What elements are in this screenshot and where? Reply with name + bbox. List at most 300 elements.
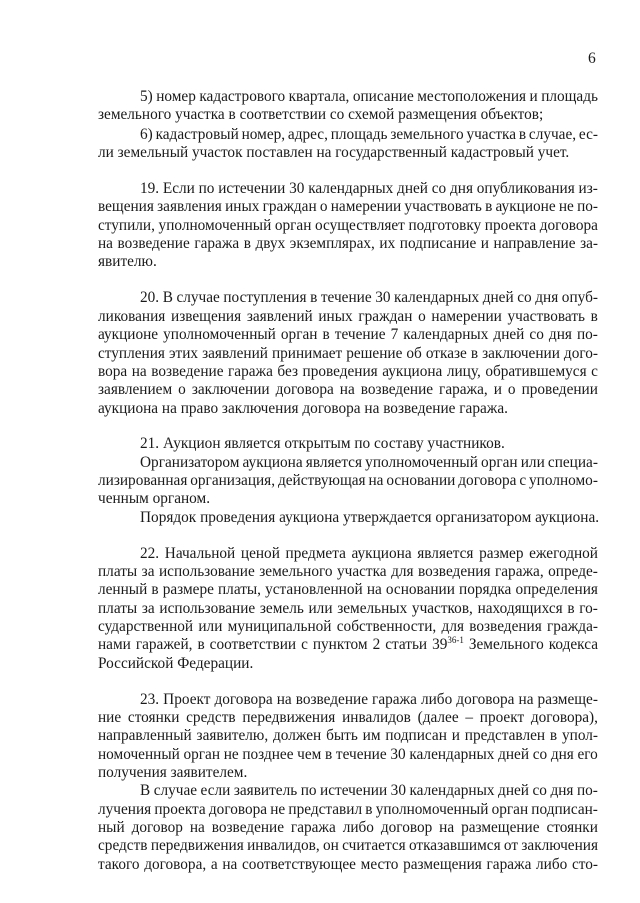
text-line [0,801,640,819]
word: ный [98,819,125,836]
word: ежегодной [529,545,598,562]
text-line-content: 21. Аукцион является открытым по составу участников. [140,435,505,452]
text-line-content: получения заявителем. [98,764,248,781]
text-line [0,454,640,472]
word: договора), [530,709,598,726]
word: из- [578,180,598,197]
word: граждан [358,308,413,325]
word: о [418,308,426,325]
word: для [391,563,414,580]
text-line-content [98,856,598,874]
word: кадастрового [199,88,286,105]
text-line-content [98,581,598,599]
word: о [319,198,328,215]
word: ние [98,709,122,726]
word: основании [386,472,456,489]
word: основании [385,581,455,598]
word: место [360,856,399,873]
text-line [0,490,640,508]
word: земельных [337,600,408,617]
word: вещения [98,198,154,215]
text-line-content [98,563,598,581]
word: ленный [98,581,148,598]
word: их [379,235,396,252]
word: по [300,782,317,799]
word: со [532,746,548,763]
word: сто- [571,856,598,873]
text-line [0,198,640,216]
text-line [0,856,640,874]
word: Начальной [164,545,236,562]
word: заявитель [233,782,298,799]
word: со [529,326,544,343]
word: не [270,801,286,818]
word: организация, [190,472,276,489]
text-line [0,106,640,124]
text-line-content [140,88,598,106]
word: о [507,381,516,398]
word: граждан [262,198,317,215]
word: на [98,235,113,252]
word: в [197,636,205,653]
word: договора, [144,856,207,873]
word: пунктом [312,636,368,653]
word: представил [288,801,363,818]
word: 6) [140,126,153,143]
word: лучения [98,801,152,818]
word: лизированная [98,472,188,489]
word: дня [550,746,574,763]
word: а [210,856,218,873]
word: проекта [484,217,537,234]
word: проект [479,709,525,726]
word: обратившемуся [485,363,587,380]
word: орган [183,746,221,763]
text-line [0,472,640,490]
text-line [0,600,640,618]
word: 30 [390,782,406,799]
word: лицу, [446,363,481,380]
word: ступления [98,345,165,362]
word: гаража [228,363,273,380]
word: является [305,454,363,471]
word: на [276,691,292,708]
word: 39$^{36-1}$ [432,635,464,653]
word: экземплярах, [289,235,375,252]
word: дня [535,289,559,306]
text-line-content [140,545,598,563]
word: в [518,126,527,143]
text-line-content [98,326,598,344]
word: иных [225,198,260,215]
word: договора [214,691,273,708]
word: средств [98,837,148,854]
word: 30 [390,746,406,763]
word: дней [493,326,525,343]
word: аукциона [382,363,443,380]
word: быть [326,727,358,744]
word: гаража [194,235,240,252]
word: в [322,326,330,343]
word: договор [131,819,183,836]
word: ценой [240,545,280,562]
word: с [591,363,598,380]
word: подписан- [531,801,598,818]
word: стоянки [127,709,180,726]
word: должен [273,727,322,744]
word: намерении [431,308,502,325]
word: адрес, [287,126,328,143]
word: платы [98,563,138,580]
text-line [0,88,640,106]
word: гаражей, [135,636,193,653]
word: о [178,381,186,398]
word: средств [186,709,236,726]
text-line-content [98,217,598,235]
word: договора [458,472,517,489]
word: на [368,472,384,489]
word: и [529,88,538,105]
text-line-content [98,801,598,819]
word: такого [98,856,140,873]
word: заявлений [246,308,313,325]
word: течение [320,289,372,306]
text-line [0,400,640,418]
word: осуществляет [315,217,405,234]
word: в [470,345,479,362]
word: возведение [117,235,190,252]
text-line [0,819,640,837]
word: размер [479,545,524,562]
word: заключения [521,837,598,854]
word: случае [153,782,198,799]
word: 19. [140,180,160,197]
word: возведение [151,363,224,380]
word: В [162,289,173,306]
word: Проект [163,691,211,708]
text-line [0,545,640,563]
word: подписан [385,727,447,744]
word: передвижения [150,837,244,854]
word: договора [456,691,515,708]
word: порядка [459,581,512,598]
word: на [222,856,238,873]
text-line [0,837,640,855]
text-line [0,126,640,144]
word: инвалидов, [247,837,320,854]
text-line-content: ченным органом. [98,490,211,507]
page-number: 6 [588,50,596,67]
word: договора [208,801,268,818]
word: 7 [390,326,399,343]
text-line [0,727,640,745]
word: на [366,581,382,598]
word: специа- [547,454,598,471]
text-line-content [98,819,598,837]
word: считается [342,837,406,854]
word: муниципальной [227,618,332,635]
word: дня [550,782,574,799]
word: 22. [140,545,160,562]
word: участвовать [404,198,482,215]
word: 23. [140,691,160,708]
word: возведения [418,563,491,580]
word: номоченный [98,746,180,763]
word: договор [380,819,433,836]
text-line [0,709,640,727]
word: находящихся [477,600,563,617]
word: по [198,180,215,197]
word: истечении [320,782,388,799]
word: по- [576,326,598,343]
word: и [480,235,489,252]
word: использование [159,600,256,617]
word: в [485,198,493,215]
text-line [0,289,640,307]
text-line-content [98,709,598,727]
word: заключении [482,345,560,362]
word: он [323,837,339,854]
word: если [200,782,231,799]
word: сударственной [98,618,194,635]
word: квартала, [288,88,350,105]
word: случае, [528,126,577,143]
text-line-content [98,746,598,764]
text-line [0,235,640,253]
text-line [0,363,640,381]
text-line [0,180,640,198]
word: действующая [277,472,366,489]
text-line-content [140,289,598,307]
word: течение [335,746,387,763]
word: подготовку [408,217,482,234]
word: за [141,563,155,580]
word: номер [156,88,196,105]
word: направленный [98,727,192,744]
word: – [465,709,474,726]
text-line [0,636,640,654]
word: заявлением [98,381,173,398]
word: соответствующее [242,856,356,873]
word: гражда- [547,618,598,635]
word: платы [98,600,138,617]
word: на [189,819,205,836]
word: случае [176,289,220,306]
word: дней [397,180,428,197]
word: опреде- [548,563,598,580]
word: за [141,600,155,617]
word: не [558,198,574,215]
word: с [301,636,308,653]
word: со [431,180,447,197]
word: календарных [409,782,495,799]
word: уполномоченный [375,801,489,818]
text-line-content [98,618,598,636]
word: возведение [295,691,368,708]
text-line [0,618,640,636]
word: не [223,746,239,763]
text-line [0,655,640,673]
word: заключении [191,381,270,398]
word: опубликования [476,180,575,197]
word: принимает [271,345,343,362]
word: Если [162,180,195,197]
word: на [518,691,534,708]
word: намерении [330,198,402,215]
word: в [590,308,598,325]
word: кодекса [548,636,598,653]
word: го- [579,600,598,617]
word: земель [259,600,304,617]
text-line [0,217,640,235]
word: аукционе [98,326,159,343]
word: проекта [154,801,206,818]
word: аукциона [351,545,412,562]
word: площадь [330,126,388,143]
word: календарных [403,326,489,343]
word: стоянки [546,819,598,836]
word: описание [352,88,414,105]
word: извещения [171,308,242,325]
word: участка [466,126,517,143]
word: гаража [486,856,532,873]
word: им [362,727,381,744]
text-line-content [98,345,598,363]
word: со [517,289,532,306]
text-line [0,563,640,581]
word: орган [274,217,312,234]
word: 2 [372,636,381,653]
word: предмета [285,545,346,562]
word: орган [481,454,518,471]
word: позднее [242,746,294,763]
word: в [549,727,558,744]
text-line [0,691,640,709]
word: гаража, [439,381,488,398]
word: без [277,363,299,380]
word: в [365,801,373,818]
word: соответствии [209,636,297,653]
word: использование [158,563,255,580]
word: либо [420,691,453,708]
text-line [0,308,640,326]
word: гаража, [494,563,544,580]
text-line [0,144,640,162]
word: в [310,289,318,306]
word: для [441,618,464,635]
word: упол- [561,727,598,744]
text-line [0,381,640,399]
word: дней [498,746,530,763]
word: в [567,600,575,617]
text-line-content [98,600,598,618]
word: истечении [218,180,286,197]
word: орган [280,326,318,343]
word: в [151,581,159,598]
word: возведение [360,381,434,398]
text-line-content: аукциона на право заключения договора на возведение гаража. [98,400,508,417]
word: Организатором [140,454,240,471]
word: на [131,363,147,380]
text-line [0,509,640,527]
word: является [417,545,474,562]
word: течение [334,326,386,343]
text-line [0,435,640,453]
word: уполномо- [529,472,598,489]
word: решение [346,345,403,362]
word: 30 [375,289,391,306]
word: ес- [578,126,598,143]
word: собственности, [336,618,437,635]
word: В [140,782,151,799]
word: кадастровый [155,126,239,143]
word: уполномоченный [365,454,478,471]
word: на [439,819,455,836]
word: либо [342,819,374,836]
word: гаража [372,691,417,708]
word: об [406,345,422,362]
word: размере [162,581,214,598]
word: определения [515,581,598,598]
text-line-content [98,472,598,490]
word: ликования [98,308,166,325]
word: проведении [521,381,598,398]
word: отказе [425,345,467,362]
word: или [198,618,223,635]
text-line-content: Порядок проведения аукциона утверждается организатором аукциона. [140,509,600,526]
text-line [0,782,640,800]
text-line-content: Российской Федерации. [98,655,254,672]
word: участвовать [507,308,585,325]
word: представлен [464,727,546,744]
word: поступления [223,289,307,306]
word: либо [536,856,568,873]
word: вора [98,363,128,380]
word: опуб- [561,289,598,306]
text-line-content: земельного участка в соответствии со схемой размещения объектов; [98,106,544,123]
word: на [339,381,355,398]
word: календарных [394,289,480,306]
word: уполномоченный [163,326,276,343]
word: договора [539,217,598,234]
word: возведения [469,618,542,635]
word: от [503,837,519,854]
text-line-content [98,198,598,216]
word: дня [449,180,473,197]
text-line-content [140,126,598,144]
text-line-content [98,235,598,253]
word: договора [275,381,334,398]
word: иных [318,308,353,325]
word: дней [498,782,529,799]
word: с [519,472,527,489]
word: в [325,746,333,763]
word: земельного [259,563,333,580]
word: гаража [290,819,336,836]
word: размещения [403,856,482,873]
text-line-content [140,782,598,800]
text-line-content [98,636,598,654]
word: размещение [461,819,540,836]
text-line-content [140,454,598,472]
word: в [243,235,251,252]
word: местоположения [417,88,527,105]
word: или [520,454,545,471]
word: дня [548,326,572,343]
word: передвижения [242,709,336,726]
word: со [532,782,547,799]
word: земельного [390,126,464,143]
